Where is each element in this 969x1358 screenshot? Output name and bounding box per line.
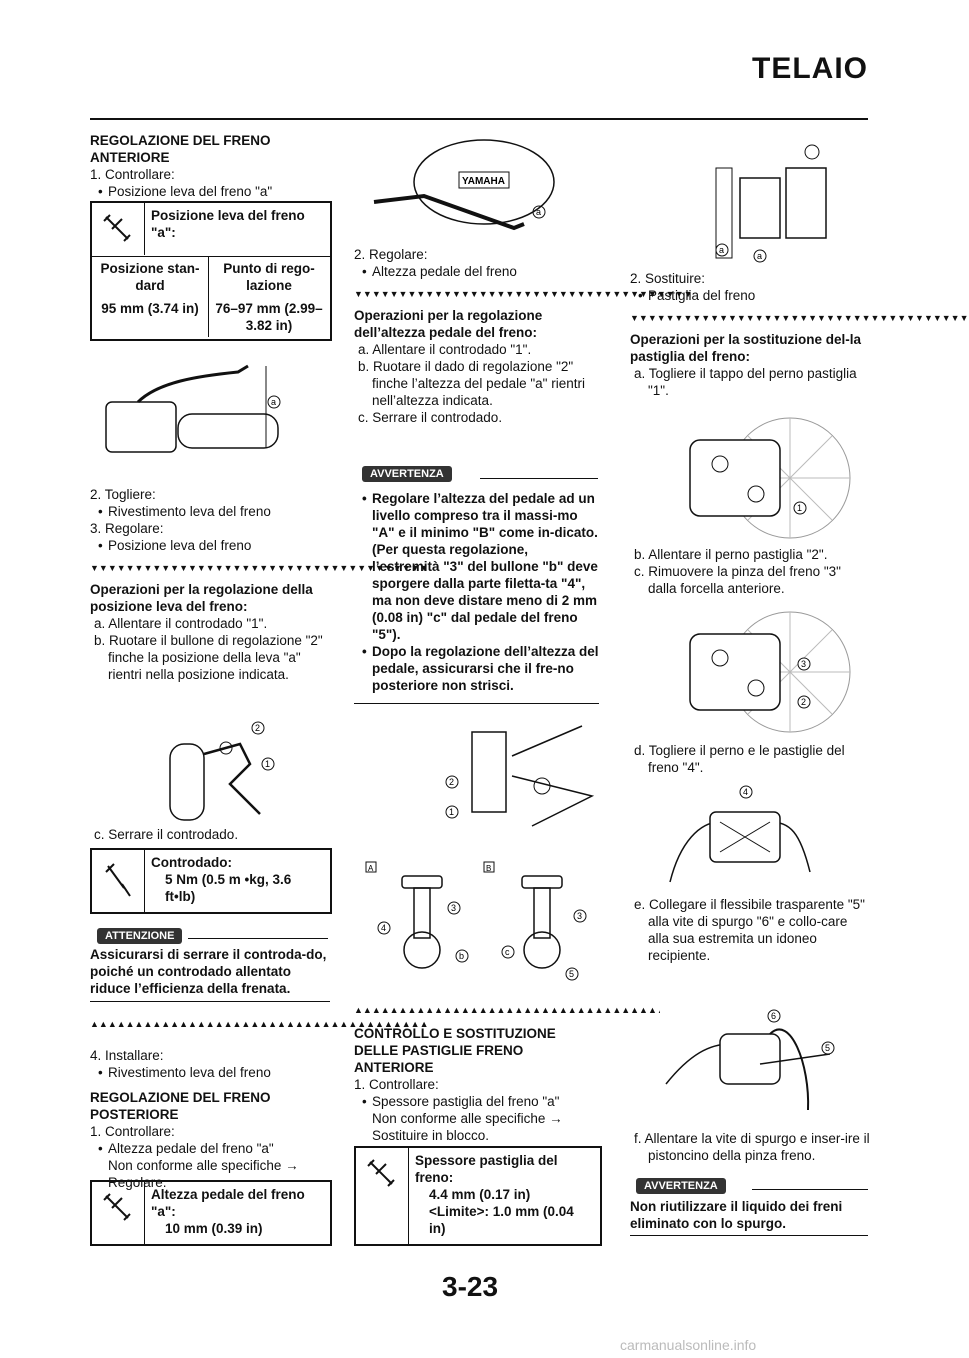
spec4-value: 4.4 mm (0.17 in) (429, 1187, 531, 1202)
bleed-hose-illustration (660, 1004, 836, 1112)
rear-step-1-action: Regolare. (108, 1175, 167, 1190)
c2fig2-label-1: 1 (449, 807, 455, 817)
procedure-title: Operazioni per la regolazione della posizione leva del freno: (90, 582, 313, 614)
spec4-title: Spessore pastiglia del freno: (415, 1153, 558, 1185)
step-1: 1. Controllare: (90, 167, 175, 182)
caution-text: Assicurarsi di serrare il controda-do, poiché un controdado allentato riduce l’efficienza della frenata. (90, 947, 327, 996)
procedure-3-step-f: f. Allentare la vite di spurgo e inser-ire il pistoncino della pinza freno. (634, 1131, 870, 1163)
step-2: 2. Togliere: (90, 487, 156, 502)
c2fig2-label-3a: 3 (451, 903, 457, 913)
col3-step-d-wrap (630, 742, 870, 776)
wrench-icon (92, 1182, 145, 1244)
spec1-val-b: 76–97 mm (2.99–3.82 in) (215, 301, 323, 333)
procedure-title-3: Operazioni per la sostituzione del-la pastiglia del freno: (630, 332, 862, 364)
section-heading-front-brake: REGOLAZIONE DEL FRENO ANTERIORE (90, 133, 271, 165)
spec3-value: 10 mm (0.39 in) (165, 1221, 263, 1236)
spec3-title: Altezza pedale del freno "a": (151, 1187, 305, 1219)
c2fig2-label-3b: 3 (577, 911, 583, 921)
page-title: TELAIO (752, 52, 868, 85)
step-2-item: • Rivestimento leva del freno (90, 503, 330, 520)
c3fig5-label-6: 6 (771, 1011, 777, 1021)
procedure-start-marker: ▼▼▼▼▼▼▼▼▼▼▼▼▼▼▼▼▼▼▼▼▼▼▼▼▼▼▼▼▼▼▼▼▼▼▼▼▼▼ (90, 563, 429, 573)
column-1-steps (90, 486, 429, 683)
c3fig3-label-2: 2 (801, 697, 807, 707)
section-heading-brake-pads: CONTROLLO E SOSTITUZIONE DELLE PASTIGLIE FRENO ANTERIORE (354, 1026, 556, 1075)
procedure-3-step-e: e. Collegare il flessibile trasparente "5" alla vite di spurgo "6" e collo-care alla sua estremita un idoneo recipiente. (634, 897, 865, 963)
section-heading-rear-brake: REGOLAZIONE DEL FRENO POSTERIORE (90, 1090, 271, 1122)
rear-step-1-cond: Non conforme alle specifiche → (108, 1158, 299, 1173)
pad-step-1: 1. Controllare: (354, 1077, 439, 1092)
c2fig1-label-a: a (536, 207, 542, 217)
warning-text (354, 490, 599, 694)
brake-pad-thickness-illustration (706, 138, 836, 268)
c2fig2-label-A: A (368, 864, 374, 873)
warning-badge-2: AVVERTENZA (636, 1176, 726, 1194)
procedure-start-marker-3: ▼▼▼▼▼▼▼▼▼▼▼▼▼▼▼▼▼▼▼▼▼▼▼▼▼▼▼▼▼▼▼▼▼▼▼▼▼▼ (630, 313, 969, 323)
c2fig2-label-4: 4 (381, 923, 387, 933)
spec4-limit: <Limite>: 1.0 mm (0.04 in) (429, 1204, 574, 1236)
spec-box-pad-thickness (354, 1146, 602, 1246)
col3-step-f-wrap (630, 1130, 870, 1164)
rear-step-2: 2. Regolare: (354, 247, 428, 262)
wrench-icon (356, 1148, 409, 1244)
col3-step-e-wrap (630, 896, 870, 964)
pad-removal-illustration (660, 782, 820, 892)
procedure-step-c: c. Serrare il controdado. (94, 827, 239, 842)
column-3-mid (630, 546, 870, 597)
wrench-icon (92, 203, 145, 255)
brake-lever-illustration (98, 362, 298, 470)
pad-step-2: 2. Sostituire: (630, 271, 706, 286)
pad-step-1-action: Sostituire in blocco. (372, 1128, 490, 1143)
c3fig1-label-a1: a (719, 245, 725, 255)
procedure-step-a: a. Allentare il controdado "1". (94, 616, 268, 631)
column-2-bottom (354, 1002, 693, 1144)
procedure-3-step-b: b. Allentare il perno pastiglia "2". (634, 547, 828, 562)
spec-box-pedal-height (90, 1180, 332, 1246)
procedure-3-step-d: d. Togliere il perno e le pastiglie del freno "4". (634, 743, 845, 775)
procedure-start-marker-2: ▼▼▼▼▼▼▼▼▼▼▼▼▼▼▼▼▼▼▼▼▼▼▼▼▼▼▼▼▼▼▼▼▼▼▼▼▼▼ (354, 289, 693, 299)
brake-pedal-illustration (364, 136, 564, 246)
warning-item-1: • Regolare l’altezza del pedale ad un livello compreso tra il massi-mo "A" e il minimo "B" come in-dicato. (Per questa regolazione, l’estremità "3" del bullone "b" deve sporgere dalla parte filetta-ta "4", ma non deve distare meno di 2 mm (0.08 in) "c" dal pedale del freno "5"). (354, 490, 599, 643)
procedure-3-step-c: c. Rimuovere la pinza del freno "3" dalla forcella anteriore. (634, 564, 841, 596)
c3fig1-label-a2: a (757, 251, 763, 261)
pedal-adjust-illustration (362, 716, 594, 984)
caution-badge: ATTENZIONE (97, 926, 182, 944)
step-4-item: • Rivestimento leva del freno (90, 1064, 330, 1081)
warning-text-2: Non riutilizzare il liquido dei freni eliminato con lo spurgo. (630, 1199, 843, 1231)
spec1-col-b: Punto di rego-lazione (223, 261, 315, 293)
warning-badge: AVVERTENZA (362, 464, 452, 482)
column-1-bottom (90, 1016, 429, 1191)
header-rule (90, 118, 868, 120)
torque-wrench-icon (92, 850, 145, 912)
spec1-title: Posizione leva del freno "a": (151, 208, 305, 240)
spec2-value: 5 Nm (0.5 m •kg, 3.6 ft•lb) (165, 872, 292, 904)
c2fig2-label-5: 5 (569, 969, 575, 979)
step-3: 3. Regolare: (90, 521, 164, 536)
c3fig5-label-5: 5 (825, 1043, 831, 1053)
column-3-top (630, 270, 969, 399)
fig2-label-1: 1 (265, 759, 271, 769)
c2fig2-label-B: B (486, 864, 492, 873)
c3fig4-label-4: 4 (743, 787, 749, 797)
spec1-col-a: Posizione stan-dard (100, 261, 200, 293)
procedure-2-step-b: b. Ruotare il dado di regolazione "2" finche l’altezza del pedale "a" rientri nell’altezza indicata. (358, 359, 585, 408)
c2fig2-label-2: 2 (449, 777, 455, 787)
c2fig2-label-c: c (505, 947, 510, 957)
procedure-2-step-a: a. Allentare il controdado "1". (358, 342, 532, 357)
svg-text:YAMAHA: YAMAHA (462, 176, 505, 187)
procedure-step-b: b. Ruotare il bullone di regolazione "2" finche la posizione della leva "a" rientri nella posizione indicata. (94, 633, 323, 682)
step-4: 4. Installare: (90, 1048, 164, 1063)
rear-step-1: 1. Controllare: (90, 1124, 175, 1139)
rear-step-2-item: • Altezza pedale del freno (354, 263, 599, 280)
pad-step-1-cond: Non conforme alle specifiche → (372, 1111, 563, 1126)
procedure-end-marker: ▲▲▲▲▲▲▲▲▲▲▲▲▲▲▲▲▲▲▲▲▲▲▲▲▲▲▲▲▲▲▲▲▲▲▲▲▲▲ (90, 1019, 429, 1029)
procedure-end-marker-2: ▲▲▲▲▲▲▲▲▲▲▲▲▲▲▲▲▲▲▲▲▲▲▲▲▲▲▲▲▲▲▲▲▲▲▲▲▲▲ (354, 1005, 693, 1015)
step-1-item: • Posizione leva del freno "a" (90, 183, 330, 200)
procedure-2-step-c: c. Serrare il controdado. (358, 410, 503, 425)
rear-step-1-item: • Altezza pedale del freno "a" (90, 1140, 330, 1157)
spec-box-lever-position (90, 201, 332, 341)
watermark: carmanualsonline.info (620, 1337, 757, 1353)
lever-adjust-illustration (160, 714, 280, 824)
spec1-val-a: 95 mm (3.74 in) (101, 301, 199, 316)
step-3-item: • Posizione leva del freno (90, 537, 330, 554)
caliper-removal-illustration (660, 608, 828, 736)
fig1-label-a: a (271, 397, 277, 407)
page-number: 3-23 (442, 1271, 499, 1302)
spec2-title: Controdado: (151, 855, 232, 870)
spec-box-locknut (90, 848, 332, 914)
pad-step-1-item: • Spessore pastiglia del freno "a" (354, 1093, 599, 1110)
c3fig2-label-1: 1 (797, 503, 803, 513)
column-1 (90, 132, 330, 200)
procedure-3-step-a: a. Togliere il tappo del perno pastiglia "1". (634, 366, 857, 398)
c3fig3-label-3: 3 (801, 659, 807, 669)
fig2-label-2: 2 (255, 723, 261, 733)
col1-step-c-wrap (90, 826, 330, 843)
warning-item-2: • Dopo la regolazione dell’altezza del pedale, assicurarsi che il fre-no posteriore non strisci. (354, 643, 599, 694)
c2fig2-label-b: b (459, 951, 465, 961)
pad-step-2-item: • Pastiglia del freno (630, 287, 870, 304)
procedure-title-2: Operazioni per la regolazione dell’altezza pedale del freno: (354, 308, 543, 340)
pad-pin-plug-illustration (660, 414, 828, 542)
